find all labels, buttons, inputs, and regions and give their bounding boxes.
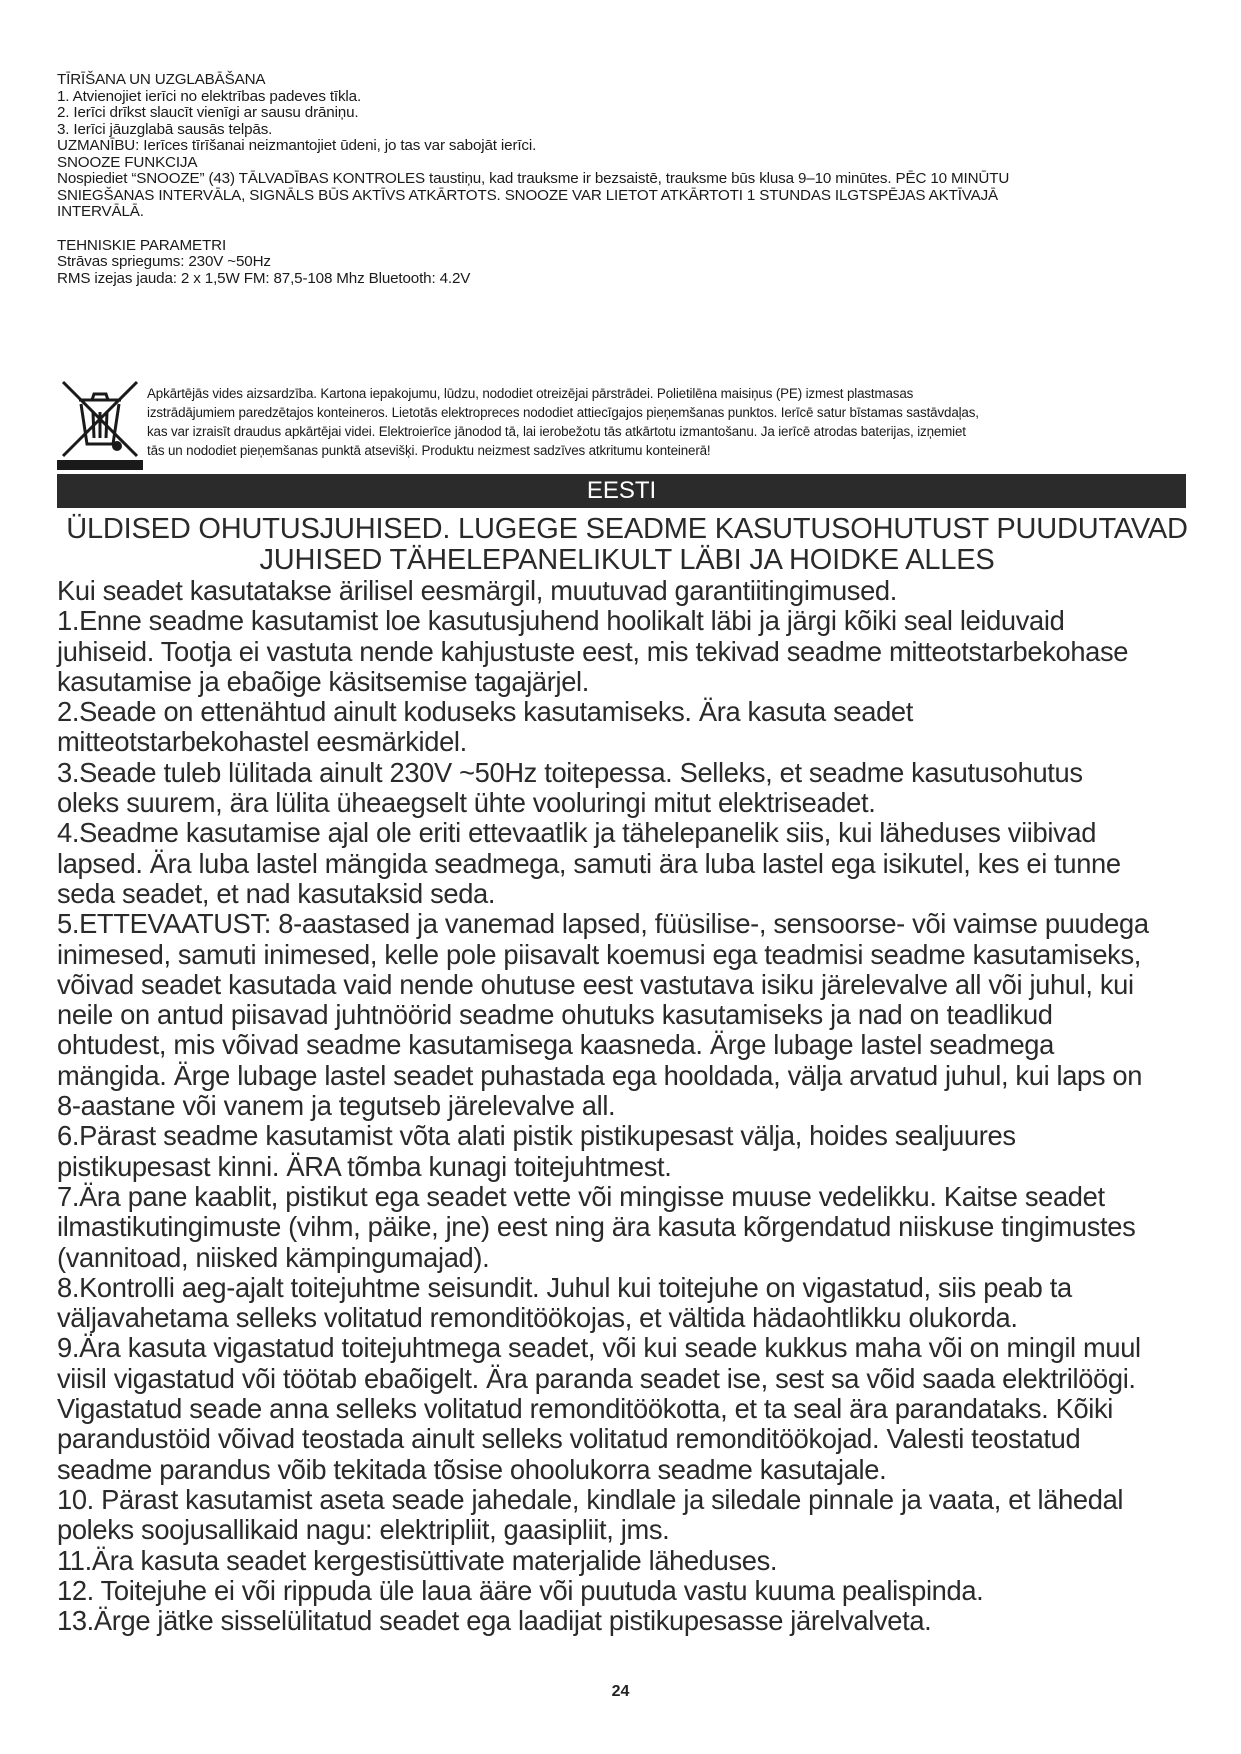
instruction-line: (vannitoad, niisked kämpingumajad). [57,1241,490,1273]
instruction-line: seadme parandus võib tekitada tõsise ohoolukorra seadme kasutajale. [57,1453,887,1485]
instruction-line: 7.Ära pane kaablit, pistikut ega seadet vette või mingisse muuse vedelikku. Kaitse seadet [57,1180,1105,1212]
instruction-line: 8.Kontrolli aeg-ajalt toitejuhtme seisundit. Juhul kui toitejuhe on vigastatud, siis peab ta [57,1271,1072,1303]
instruction-line: Vigastatud seade anna selleks volitatud remonditöökotta, et ta seal ära parandataks. Kõiki [57,1393,1114,1425]
lv-line: SNIEGŠANAS INTERVĀLA, SIGNĀLS BŪS AKTĪVS ATKĀRTOTS. SNOOZE VAR LIETOT ATKĀRTOTI 1 STUNDAS ILGTSPĒJAS AKTĪVAJĀ [57,186,999,204]
environment-text [147,384,1187,460]
instruction-line: neile on antud piisavad juhtnöörid seadme ohutuks kasutamiseks ja nad on teadlikud [57,999,1053,1031]
env-line: Apkārtējās vides aizsardzība. Kartona iepakojumu, lūdzu, nododiet otreizējai pārstrādei. Polietilēna maisiņus (PE) izmest plastmasas [147,386,914,401]
instruction-line: 13.Ärge jätke sisselülitatud seadet ega laadijat pistikupesasse järelvalveta. [57,1605,932,1637]
estonian-section [57,514,1197,1636]
lv-tech-output: RMS izejas jauda: 2 x 1,5W FM: 87,5-108 Mhz Bluetooth: 4.2V [57,269,471,287]
instruction-line: 9.Ära kasuta vigastatud toitejuhtmega seadet, või kui seade kukkus maha või on mingil muul [57,1332,1141,1364]
instruction-line: 6.Pärast seadme kasutamist võta alati pistik pistikupesast välja, hoides sealjuures [57,1120,1016,1152]
lv-heading-cleaning: TĪRĪŠANA UN UZGLABĀŠANA [57,71,266,88]
instruction-line: parandustöid võivad teostada ainult selleks volitatud remonditöökojad. Valesti teostatud [57,1423,1081,1455]
instruction-line: seda seadet, et nad kasutaksid seda. [57,877,496,909]
instruction-line: oleks suurem, ära lülita üheaegselt ühte vooluringi mitut elektriseadet. [57,787,876,819]
env-line: kas var izraisīt draudus apkārtējai videi. Elektroierīce jānodod tā, lai ierobežotu tās atkārtotu izmantošanu. Ja ierīcē atrodas baterijas, izņemiet [147,424,966,439]
safety-title-line: ÜLDISED OHUTUSJUHISED. LUGEGE SEADME KASUTUSOHUTUST PUUDUTAVAD [66,513,1188,545]
lv-warning: UZMANĪBU: Ierīces tīrīšanai neizmantojiet ūdeni, jo tas var sabojāt ierīci. [57,137,537,154]
env-line: izstrādājumiem paredzētajos konteineros. Lietotās elektropreces nododiet attiecīgajos pieņemšanas punktos. Ierīcē satur bīstamas sastāvdaļas, [147,405,979,420]
instruction-line: lapsed. Ära luba lastel mängida seadmega, samuti ära luba lastel ega isikutel, kes ei tunne [57,847,1121,879]
lv-line: 3. Ierīci jāuzglabā sausās telpās. [57,120,273,138]
instruction-line: 8-aastane või vanem ja tegutseb järelevalve all. [57,1090,616,1122]
instruction-line: mängida. Ärge lubage lastel seadet puhastada ega hooldada, välja arvatud juhul, kui laps on [57,1059,1143,1091]
instruction-line: kasutamise ja ebaõige käsitsemise tagajärjel. [57,665,589,697]
lv-heading-tech: TEHNISKIE PARAMETRI [57,236,227,254]
instruction-line: viisil vigastatud või töötab ebaõigelt. Ära paranda seadet ise, sest sa võid saada elektrilöögi. [57,1362,1136,1394]
instruction-line: 12. Toitejuhe ei või rippuda üle laua ääre või puutuda vastu kuuma pealispinda. [57,1574,984,1606]
lv-line: INTERVĀLĀ. [57,203,144,220]
safety-instructions [57,576,1197,1636]
instruction-line: 5.ETTEVAATUST: 8-aastased ja vanemad lapsed, füüsilise-, sensoorse- või vaimse puudega [57,908,1149,940]
instruction-line: Kui seadet kasutatakse ärilisel eesmärgil, muutuvad garantiitingimused. [57,575,898,606]
instruction-line: 1.Enne seadme kasutamist loe kasutusjuhend hoolikalt läbi ja järgi kõiki seal leiduvaid [57,605,1065,637]
instruction-line: väljavahetama selleks volitatud remonditöökojas, et vältida hädaohtlikku olukorda. [57,1302,1018,1334]
env-line: tās un nododiet pieņemšanas punktā atsevišķi. Produktu neizmest sadzīves atkritumu konteinerā! [147,443,711,458]
crossed-out-wheelie-bin-icon [57,378,143,470]
instruction-line: võivad seadet kasutada vaid nende ohutuse eest vastutava isiku järelevalve all või juhul, kui [57,968,1134,1000]
instruction-line: mitteotstarbekohastel eesmärkidel. [57,726,467,758]
instruction-line: 4.Seadme kasutamise ajal ole eriti ettevaatlik ja tähelepanelik siis, kui läheduses viibivad [57,817,1097,849]
lv-tech-voltage: Strāvas spriegums: 230V ~50Hz [57,253,271,270]
instruction-line: pistikupesast kinni. ÄRA tõmba kunagi toitejuhtmest. [57,1150,672,1182]
lv-line: 2. Ierīci drīkst slaucīt vienīgi ar sausu drāniņu. [57,104,359,121]
environment-notice [57,378,1187,470]
instruction-line: 11.Ära kasuta seadet kergestisüttivate materjalide läheduses. [57,1544,778,1576]
latvian-section [57,72,1187,287]
lv-heading-snooze: SNOOZE FUNKCIJA [57,153,198,171]
safety-title-line: JUHISED TÄHELEPANELIKULT LÄBI JA HOIDKE ALLES [259,544,995,576]
instruction-line: ilmastikutingimuste (vihm, päike, jne) eest ning ära kasuta kõrgendatud niiskuse tingimustes [57,1211,1136,1243]
instruction-line: 2.Seade on ettenähtud ainult koduseks kasutamiseks. Ära kasuta seadet [57,696,913,728]
instruction-line: 3.Seade tuleb lülitada ainult 230V ~50Hz toitepessa. Selleks, et seadme kasutusohutus [57,756,1083,788]
instruction-line: juhiseid. Tootja ei vastuta nende kahjustuste eest, mis tekivad seadme mitteotstarbekohase [57,635,1129,667]
section-header-eesti: EESTI [57,474,1186,508]
instruction-line: poleks soojusallikaid nagu: elektripliit, gaasipliit, jms. [57,1514,670,1546]
safety-title [57,514,1197,576]
instruction-line: 10. Pärast kasutamist aseta seade jahedale, kindlale ja siledale pinnale ja vaata, et lähedal [57,1483,1124,1515]
instruction-line: ohtudest, mis võivad seadme kasutamisega kaasneda. Ärge lubage lastel seadmega [57,1029,1054,1061]
instruction-line: inimesed, samuti inimesed, kelle pole piisavalt koemusi ega teadmisi seadme kasutamiseks, [57,938,1141,970]
page-number: 24 [611,1683,630,1700]
lv-line: Nospiediet “SNOOZE” (43) TĀLVADĪBAS KONTROLES taustiņu, kad trauksme ir bezsaistē, trauksme būs klusa 9–10 minūtes. PĒC 10 MINŪTU [57,170,1010,187]
lv-line: 1. Atvienojiet ierīci no elektrības padeves tīkla. [57,87,362,105]
